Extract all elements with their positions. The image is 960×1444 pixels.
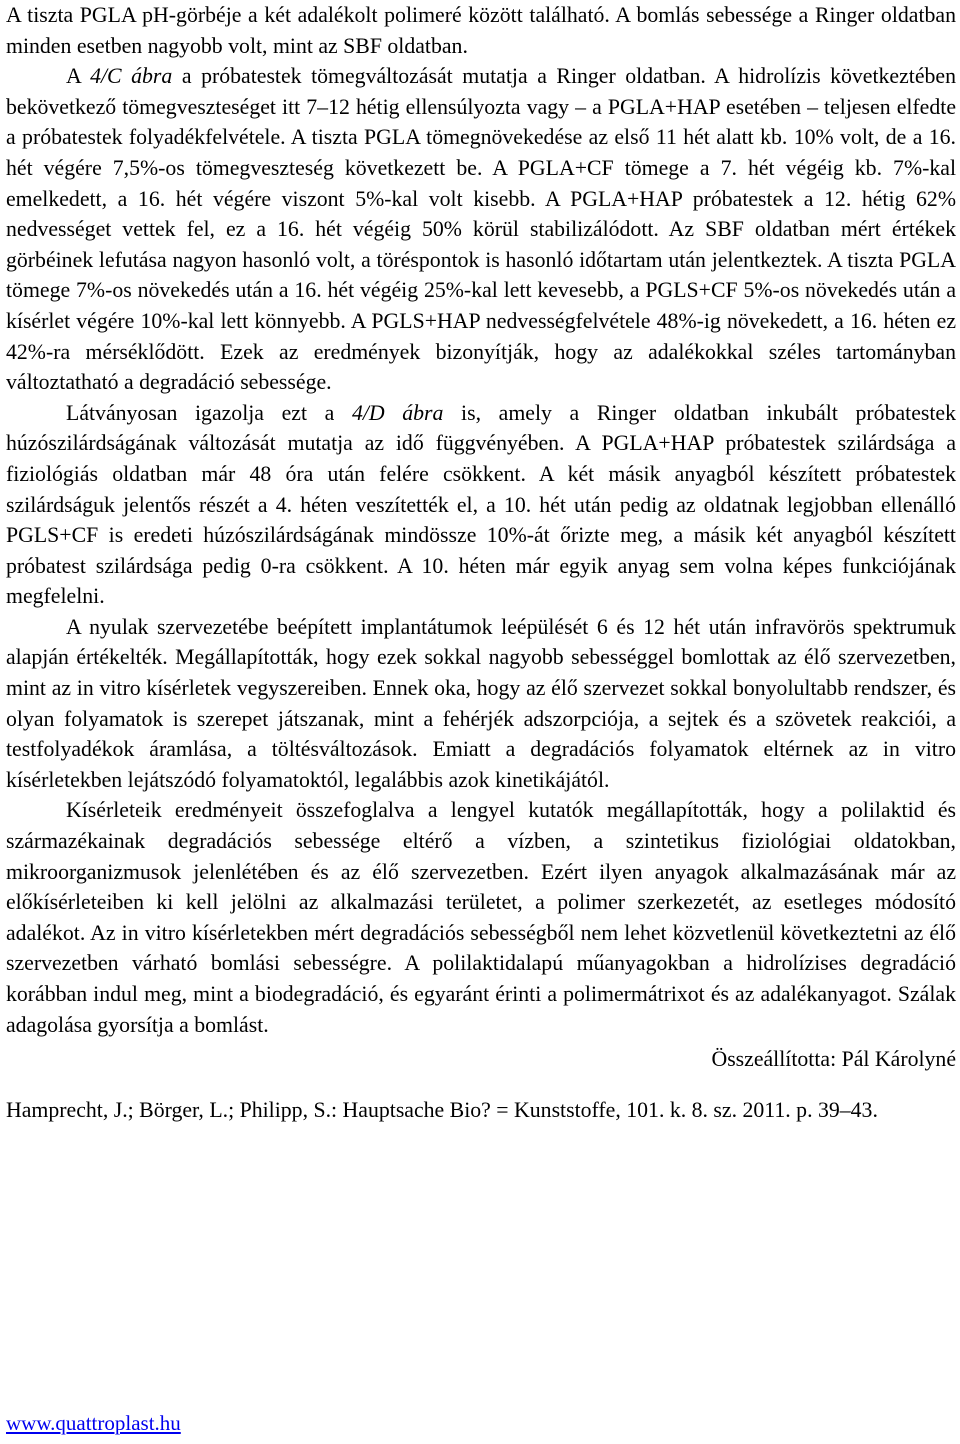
paragraph-tensile-strength [6,398,956,612]
figure-reference-4d: 4/D ábra [351,400,444,425]
paragraph-tensile-strength-lead: Látványosan igazolja ezt a [66,400,352,425]
author-signature: Összeállította: Pál Károlyné [711,1047,956,1072]
paragraph-mass-change-lead: A [66,64,91,89]
paragraph-tensile-strength-text: is, amely a Ringer oldatban inkubált próbatestek húzószilárdságának változását mutatja az idő függvényében. A PGLA+HAP próbatestek szilárdsága a fiziológiás oldatban már 48 óra után felére csökkent. A két másik anyagból készített próbatestek szilárdságuk jelentős részét a 4. héten veszítették el, a 10. hét után pedig az oldatnak legjobban ellenálló PGLS+CF is eredeti húzószilárdságának mindössze 10%-át őrizte meg, a másik két anyagból készített próbatest szilárdsága pedig 0-ra csökkent. A 10. héten már egyik anyag sem volna képes funkciójának megfelelni. [6,400,956,609]
paragraph-conclusion: Kísérleteik eredményeit összefoglalva a lengyel kutatók megállapították, hogy a polilaktid és származékainak degradációs sebessége eltérő a vízben, a szintetikus fiziológiai oldatokban, mikroorganizmusok jelenlétében és az élő szervezetben. Ezért ilyen anyagok alkalmazásának már az előkísérleteiben ki kell jelölni az alkalmazási területet, a polimer szerkezetét, az esetleges módosító adalékot. Az in vitro kísérletekben mért degradációs sebességből nem lehet közvetlenül következtetni az élő szervezetben várható bomlási sebességre. A polilaktidalapú műanyagokban a hidrolízises degradáció korábban indul meg, mint a biodegradáció, és egyaránt érinti a polimermátrixot és az adalékanyagot. Szálak adagolása gyorsítja a bomlást. [6,798,956,1037]
paragraph-in-vivo: A nyulak szervezetébe beépített implantátumok leépülését 6 és 12 hét után infravörös spektrumuk alapján értékelték. Megállapították, hogy ezek sokkal nagyobb sebességgel bomlottak az élő szervezetben, mint az in vitro kísérletek vegyszereiben. Ennek oka, hogy az élő szervezet sokkal bonyolultabb rendszer, és olyan folyamatok is szerepet játszanak, mint a fehérjék adszorpciója, a sejtek és a szövetek reakciói, a testfolyadékok áramlása, a töltésváltozások. Emiatt a degradációs folyamatok eltérnek az in vitro kísérletekben lejátszódó folyamatoktól, legalábbis azok kinetikájától. [6,614,956,792]
paragraph-ph-curve: A tiszta PGLA pH-görbéje a két adalékolt polimeré között található. A bomlás sebessége a Ringer oldatban minden esetben nagyobb volt, mint az SBF oldatban. [6,3,956,58]
figure-reference-4c: 4/C ábra [90,64,173,89]
paragraph-mass-change [6,61,956,398]
bibliographic-reference: Hamprecht, J.; Börger, L.; Philipp, S.: Hauptsache Bio? = Kunststoffe, 101. k. 8. sz. 2011. p. 39–43. [6,1097,878,1122]
footer-website-link[interactable]: www.quattroplast.hu [6,1411,181,1435]
paragraph-mass-change-text: a próbatestek tömegváltozását mutatja a Ringer oldatban. A hidrolízis következtében bekövetkező tömegveszteséget itt 7–12 hétig ellensúlyozta vagy – a PGLA+HAP esetében – teljesen elfedte a próbatestek folyadékfelvétele. A tiszta PGLA tömegnövekedése az első 11 hét alatt kb. 10% volt, de a 16. hét végére 7,5%-os tömegveszteség következett be. A PGLA+CF tömege a 7. hét végéig kb. 7%-kal emelkedett, a 16. hét végére viszont 5%-kal volt kisebb. A PGLA+HAP próbatestek a 12. hétig 62% nedvességet vettek fel, ez a 16. hét végéig 50% körül stabilizálódott. Az SBF oldatban mért értékek görbéinek lefutása nagyon hasonló volt, a töréspontok is hasonló időtartam után jelentkeztek. A tiszta PGLA tömege 7%-os növekedés után a 16. hét végéig 25%-kal lett kevesebb, a PGLS+CF 5%-os növekedés után a kísérlet végére 10%-kal lett könnyebb. A PGLS+HAP nedvességfelvétele 48%-ig növekedett, a 16. héten ez 42%-ra mérséklődött. Ezek az eredmények bizonyítják, hogy az adalékokkal széles tartományban változtatható a degradáció sebessége. [6,64,956,395]
article-body [6,0,956,1125]
